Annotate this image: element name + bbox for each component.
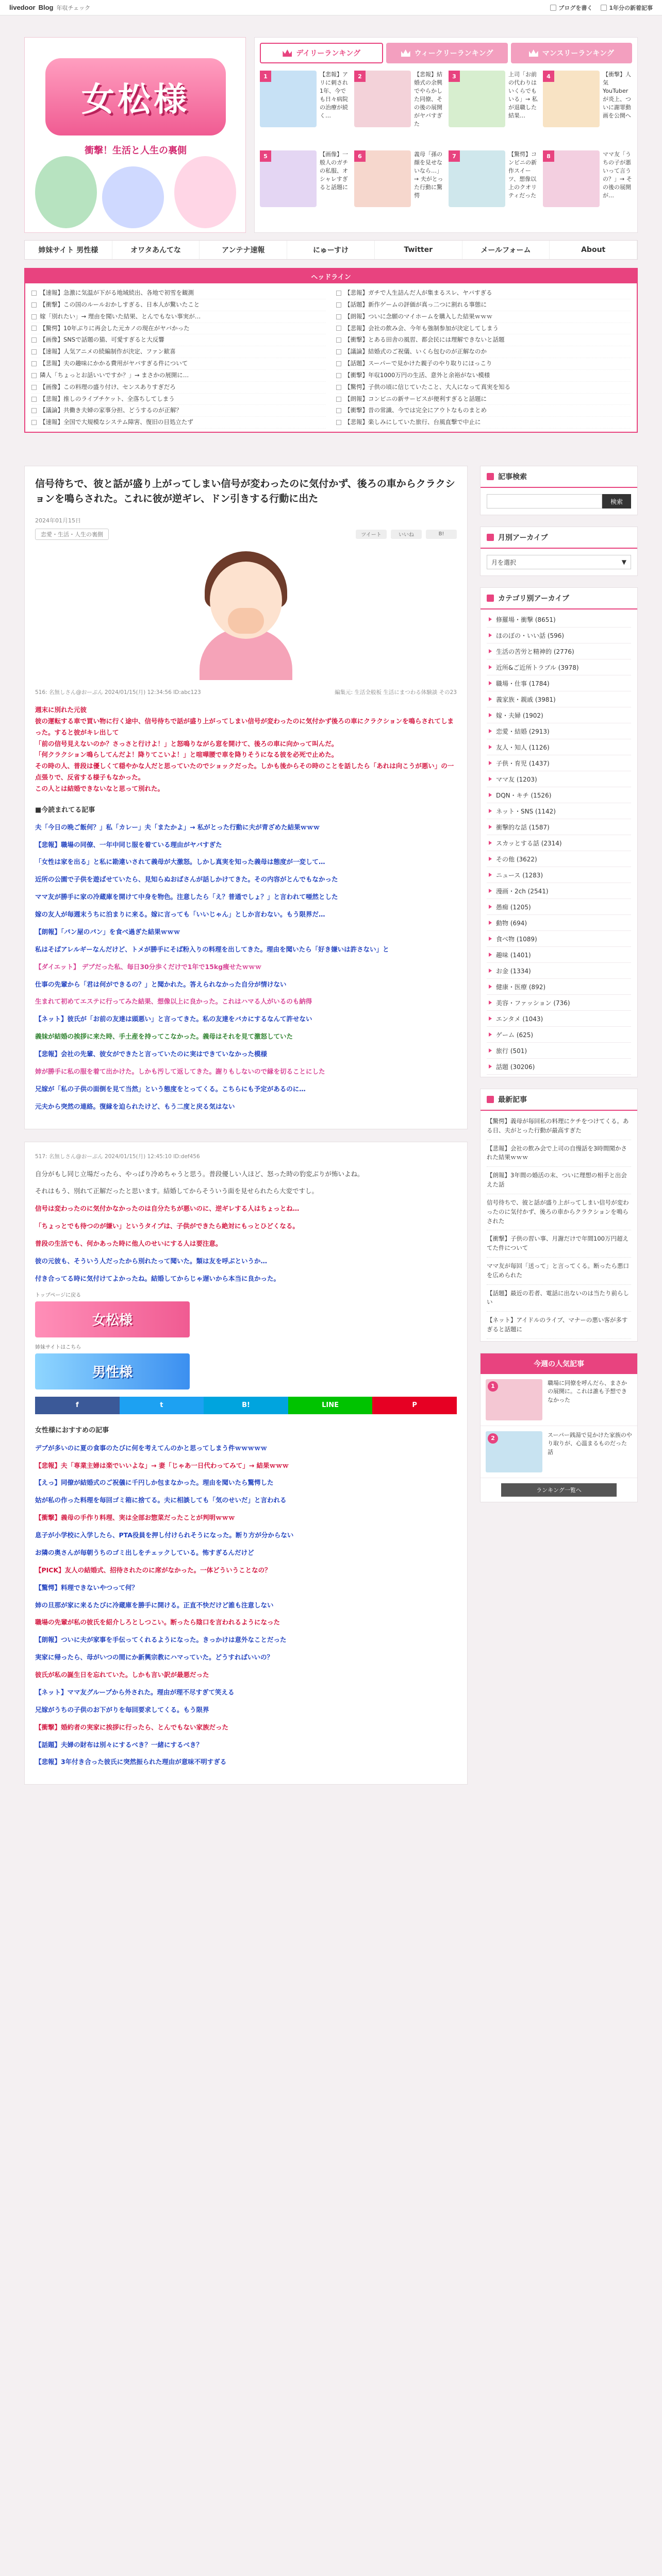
nav-item[interactable]: メールフォーム — [462, 241, 550, 259]
headline-item[interactable]: 隣人「ちょっとお話いいですか？」→ まさかの展開に… — [31, 370, 326, 382]
arrow-right-icon — [489, 793, 492, 797]
arrow-right-icon — [489, 649, 492, 653]
related-link[interactable]: 姉の旦那が家に来るたびに冷蔵庫を勝手に開ける。正直不快だけど誰も注意しない — [35, 1601, 274, 1609]
recent-article[interactable]: 【話題】最近の若者、電話に出ないのは当たり前らしい — [487, 1285, 631, 1312]
related-link[interactable]: デブが多いのに夏の食事のたびに何を考えてんのかと思ってしまう件ｗｗｗｗｗ — [35, 1444, 268, 1452]
headline-item[interactable]: 【衝撃】とある田舎の風習、都会民には理解できないと話題 — [336, 334, 631, 346]
comment-paragraph-blue: 彼の元彼も、そういう人だったから別れたって聞いた。類は友を呼ぶというか… — [35, 1257, 268, 1265]
share-bar — [35, 1397, 457, 1414]
checkbox-icon — [31, 314, 37, 319]
banner-note-mid: 姉妹サイトはこちら — [35, 1344, 81, 1350]
eyecatch-illustration — [169, 551, 323, 680]
nav-item[interactable]: アンテナ速報 — [200, 241, 287, 259]
ranking-number: 2 — [354, 71, 366, 82]
popular-item[interactable] — [481, 1374, 637, 1426]
checkbox-icon — [336, 314, 341, 319]
arrow-right-icon — [489, 985, 492, 989]
related-link[interactable]: 【話題】夫婦の財布は別々にするべき？一緒にするべき？ — [35, 1740, 203, 1749]
headline-item[interactable]: 【話題】スーパーで見かけた親子のやり取りにほっこり — [336, 358, 631, 370]
intro-line: 「何クラクション鳴らしてんだよ！降りてこいよ！」と喧嘩腰で車を降りそうになる彼を必死で止めた。 — [35, 751, 338, 759]
share-button[interactable]: B! — [204, 1397, 288, 1414]
headline-item[interactable]: 【画像】この料理の盛り付け、センスありすぎだろ — [31, 382, 326, 394]
logo-character-right — [174, 156, 236, 228]
arrow-right-icon — [489, 905, 492, 909]
recommended-link[interactable]: 【ネット】彼氏が「お前の友達は頭悪い」と言ってきた。私の友達をバカにするなんて許せない — [35, 1015, 312, 1023]
checkbox-icon — [31, 397, 37, 402]
recommended-link[interactable]: 「女性は家を出る」と私に勘違いされて義母が大激怒。しかし真実を知った義母は態度が一変して… — [35, 858, 325, 866]
ranking-text: 【悲報】アリに刺され1年、今でも日々病院の治療が続く… — [320, 71, 348, 119]
comment-info: 517: 名無しさん@おーぷん 2024/01/15(月) 12:45:10 ID:def456 — [35, 1153, 200, 1160]
related-link[interactable]: 息子が小学校に入学したら、PTA役員を押し付けられそうになった。断り方が分からない — [35, 1531, 294, 1539]
recommended-link[interactable]: ママ友が勝手に家の冷蔵庫を開けて中身を物色。注意したら「え？普通でしょ？」と言われて唖然とした — [35, 893, 338, 901]
arrow-right-icon — [489, 1001, 492, 1005]
ranking-thumbnail — [260, 150, 317, 207]
calendar-icon — [487, 534, 494, 541]
category-item[interactable]: 職場・仕事 (1784) — [487, 675, 631, 691]
category-item[interactable]: 美容・ファッション (736) — [487, 995, 631, 1011]
recommended-link[interactable]: 生まれて初めてエステに行ってみた結果、想像以上に良かった。これはハマる人がいるのも納得 — [35, 997, 312, 1006]
nav-item[interactable]: About — [550, 241, 637, 259]
checkbox-icon — [31, 337, 37, 343]
search-button[interactable]: 検索 — [602, 494, 631, 509]
headline-item[interactable]: 【悲報】推しのライブチケット、全落ちしてしまう — [31, 394, 326, 405]
intro-line: この人とは結婚できないなと思って別れた。 — [35, 785, 164, 792]
category-item[interactable]: その他 (3622) — [487, 851, 631, 867]
ranking-text: 【画像】一般人のガチの私服、オシャレすぎると話題に — [320, 151, 348, 191]
checkbox-icon — [31, 326, 37, 331]
arrow-right-icon — [489, 617, 492, 621]
share-buttons-top — [356, 530, 457, 539]
checkbox-icon — [336, 408, 341, 413]
recommended-list — [35, 822, 457, 1112]
checkbox-icon — [31, 373, 37, 378]
clock-icon — [601, 5, 607, 11]
checkbox-icon — [31, 291, 37, 296]
category-item[interactable]: 動物 (694) — [487, 915, 631, 931]
headline-item[interactable]: 【朗報】ついに念願のマイホームを購入した結果ｗｗｗ — [336, 311, 631, 323]
category-item[interactable]: ネット・SNS (1142) — [487, 803, 631, 819]
recommended-link[interactable]: 元夫から突然の連絡。復縁を迫られたけど、もう二度と戻る気はない — [35, 1102, 235, 1110]
related-title: 女性様におすすめの記事 — [35, 1426, 109, 1434]
popular-item[interactable] — [481, 1426, 637, 1478]
recent-article[interactable]: 【驚愕】義母が毎回私の料理にケチをつけてくる。ある日、夫がとった行動が最高すぎた — [487, 1113, 631, 1140]
arrow-right-icon — [489, 937, 492, 941]
recommended-link[interactable]: 嫁の友人が毎週末うちに泊まりに来る。嫁に言っても「いいじゃん」としか言わない。もう限界だ… — [35, 910, 325, 918]
category-item[interactable]: 旅行 (501) — [487, 1043, 631, 1059]
recommended-link[interactable]: 姉が勝手に私の服を着て出かけた。しかも汚して返してきた。謝りもしないので縁を切ることにした — [35, 1067, 325, 1075]
recent-article[interactable]: 【ネット】アイドルのライブ、マナーの悪い客が多すぎると話題に — [487, 1312, 631, 1339]
arrow-right-icon — [489, 969, 492, 973]
ranking-thumbnail — [449, 150, 505, 207]
arrow-right-icon — [489, 825, 492, 829]
sister-site-banner[interactable]: 男性様 — [35, 1353, 190, 1389]
checkbox-icon — [336, 349, 341, 354]
category-tag[interactable]: 恋愛・生活・人生の裏側 — [35, 529, 109, 540]
intro-line: 彼の運転する車で買い物に行く途中、信号待ちで話が盛り上がってしまい信号が変わったのに気付かず後ろの車にクラクションを鳴らされてしまった。すると彼がキレ出して — [35, 717, 454, 736]
category-item[interactable]: 子供・育児 (1437) — [487, 755, 631, 771]
related-link[interactable]: 職場の先輩が私の彼氏を紹介しろとしつこい。断ったら陰口を言われるようになった — [35, 1618, 280, 1626]
ranking-text: 義母「孫の顔を見せないなら…」→ 夫がとった行動に驚愕 — [414, 151, 443, 199]
search-icon — [487, 473, 494, 480]
tab-weekly-ranking[interactable]: ウィークリーランキング — [386, 43, 507, 63]
arrow-right-icon — [489, 857, 492, 861]
arrow-right-icon — [489, 777, 492, 781]
headline-item[interactable]: 【衝撃】昔の常識、今では完全にアウトなものまとめ — [336, 405, 631, 417]
headline-item[interactable]: 【議論】共働き夫婦の家事分担、どうするのが正解？ — [31, 405, 326, 417]
checkbox-icon — [336, 397, 341, 402]
headline-item[interactable]: 【朗報】コンビニの新サービスが便利すぎると話題に — [336, 394, 631, 405]
brand-sub[interactable]: Blog — [38, 4, 54, 11]
related-link[interactable]: 姑が私の作った料理を毎回ゴミ箱に捨てる。夫に相談しても「気のせいだ」と言われる — [35, 1496, 287, 1504]
checkbox-icon — [336, 385, 341, 390]
ranking-number: 5 — [260, 150, 271, 162]
ranking-item[interactable] — [260, 71, 349, 145]
recommended-link[interactable]: 兄嫁が「私の子供の面倒を見て当然」という態度をとってくる。こちらにも予定があるのに… — [35, 1084, 306, 1093]
arrow-right-icon — [489, 1016, 492, 1021]
related-link[interactable]: 実家に帰ったら、母がいつの間にか新興宗教にハマっていた。どうすればいいの？ — [35, 1653, 274, 1662]
ranking-text: 上司「お前の代わりはいくらでもいる」→ 私が退職した結果… — [508, 71, 538, 119]
ranking-thumbnail — [354, 150, 411, 207]
post-info-right: 編集元: 生活全般板 生活にまつわる体験談 その23 — [335, 689, 457, 696]
category-item[interactable]: 愚痴 (1205) — [487, 899, 631, 915]
folder-icon — [487, 595, 494, 602]
checkbox-icon — [31, 349, 37, 354]
recommended-link[interactable]: 義妹が結婚の挨拶に来た時、手土産を持ってこなかった。義母はそれを見て激怒していた — [35, 1032, 293, 1041]
recent-article[interactable]: 【衝撃】子供の習い事、月謝だけで年間100万円超えてた件について — [487, 1230, 631, 1258]
category-item[interactable]: ニュース (1283) — [487, 867, 631, 883]
recommended-link[interactable]: 【ダイエット】 デブだった私、毎日30分歩くだけで1年で15kg痩せたｗｗｗ — [35, 962, 262, 971]
related-link[interactable]: 【えっ】同僚が結婚式のご祝儀に千円しか包まなかった。理由を聞いたら驚愕した — [35, 1479, 274, 1487]
arrow-right-icon — [489, 665, 492, 669]
arrow-right-icon — [489, 729, 492, 733]
category-item[interactable]: 健康・医療 (892) — [487, 979, 631, 995]
headline-item[interactable]: 嫁「別れたい」→ 理由を聞いた結果、とんでもない事実が… — [31, 311, 326, 323]
category-item[interactable]: 趣味 (1401) — [487, 947, 631, 963]
headline-item[interactable]: 【驚愕】子供の頃に信じていたこと、大人になって真実を知る — [336, 382, 631, 394]
nav-item[interactable]: オワタあんてな — [112, 241, 200, 259]
checkbox-icon — [31, 302, 37, 308]
category-box: カテゴリ別アーカイブ 修羅場・衝撃 (8651) ほのぼの・いい話 (596) 生活の苦労と精神的 (2776) 近所&ご近所トラブル (3978) 職場・仕事 (1784) 義家族・親戚 (3981) 嫁・夫婦 (1902) 恋愛・結婚 (2913) 友人・知人 (1126) 子供・育児 (1437) ママ友 (1203) DQN・キチ (1526) ネット・SNS (1142) 衝撃的な話 (1587) スカッとする話 (2314) その他 (3622) ニュース (1283) 漫画・2ch (2541) 愚痴 (1205) 動物 (694) 食べ物 (1089) 趣味 (1401) お金 (1334) 健康・医療 (892) 美容・ファッション (736) エンタメ (1043) ゲーム (625) 旅行 (501) 話題 (30206) — [480, 587, 638, 1077]
popular-text: スーパー銭湯で見かけた家族のやり取りが、心温まるものだった話 — [548, 1431, 632, 1455]
arrow-right-icon — [489, 809, 492, 813]
popular-title: 今週の人気記事 — [481, 1353, 637, 1374]
related-link[interactable]: 【衝撃】義母の手作り料理、実は全部お惣菜だったことが判明ｗｗｗ — [35, 1514, 235, 1522]
search-input[interactable] — [487, 494, 602, 509]
tab-monthly-ranking[interactable]: マンスリーランキング — [511, 43, 632, 63]
tweet-button[interactable]: ツイート — [356, 530, 387, 539]
recommended-link[interactable]: 【朗報】「パン屋のパン」を食べ過ぎた結果ｗｗｗ — [35, 927, 180, 936]
ranking-item[interactable] — [449, 150, 538, 225]
nav-item[interactable]: Twitter — [375, 241, 462, 259]
related-link[interactable]: 【衝撃】婚約者の実家に挨拶に行ったら、とんでもない家族だった — [35, 1723, 229, 1731]
crown-icon — [401, 49, 410, 57]
related-link[interactable]: 彼氏が私の誕生日を忘れていた。しかも言い訳が最悪だった — [35, 1671, 209, 1679]
comments-section — [24, 1142, 468, 1785]
article-date: 2024年01月15日 — [35, 517, 81, 524]
comment-paragraph-blue: 付き合ってる時に気付けてよかったね。結婚してからじゃ遅いから本当に良かった。 — [35, 1274, 280, 1282]
ranking-item[interactable] — [543, 71, 632, 145]
ranking-thumbnail — [543, 71, 600, 127]
sidebar — [480, 466, 638, 1785]
ranking-item[interactable] — [260, 150, 349, 225]
document-icon — [487, 1096, 494, 1103]
arrow-right-icon — [489, 745, 492, 749]
like-button[interactable]: いいね — [391, 530, 422, 539]
headline-item[interactable]: 【衝撃】年収1000万円の生活、意外と余裕がない模様 — [336, 370, 631, 382]
arrow-right-icon — [489, 681, 492, 685]
arrow-right-icon — [489, 953, 492, 957]
headline-item[interactable]: 【議論】結婚式のご祝儀、いくら包むのが正解なのか — [336, 346, 631, 358]
site-logo[interactable] — [24, 37, 246, 233]
related-link[interactable]: 兄嫁がうちの子供のお下がりを毎回要求してくる。もう限界 — [35, 1705, 209, 1714]
intro-line: 「前の信号見えないのか？さっさと行けよ！」と怒鳴りながら窓を開けて、後ろの車に向かって叫んだ。 — [35, 739, 338, 748]
ranking-number: 1 — [260, 71, 271, 82]
brand-name[interactable]: livedoor — [9, 4, 36, 11]
checkbox-icon — [336, 291, 341, 296]
popular-more-button[interactable]: ランキング一覧へ — [501, 1483, 617, 1497]
checkbox-icon — [31, 408, 37, 413]
ranking-text: 【衝撃】人気YouTuberが炎上、ついに謝罪動画を公開へ — [603, 71, 631, 119]
main-nav — [24, 240, 638, 260]
headline-item[interactable]: 【悲報】楽しみにしていた旅行、台風直撃で中止に — [336, 417, 631, 429]
checkbox-icon — [31, 361, 37, 366]
headline-item[interactable]: 【悲報】夫の趣味にかかる費用がヤバすぎる件について — [31, 358, 326, 370]
related-link[interactable]: 【悲報】夫「専業主婦は楽でいいよな」→ 妻「じゃあ一日代わってみて」→ 結果ｗｗｗ — [35, 1461, 289, 1469]
tab-daily-ranking[interactable]: デイリーランキング — [260, 43, 383, 63]
article-body — [35, 704, 457, 1112]
ranking-item[interactable] — [543, 150, 632, 225]
headline-item[interactable]: 【速報】人気アニメの続編制作が決定、ファン歓喜 — [31, 346, 326, 358]
arrow-right-icon — [489, 697, 492, 701]
arrow-right-icon — [489, 1032, 492, 1037]
headline-item[interactable]: 【悲報】ガチで人生詰んだ人が集まるスレ、ヤバすぎる — [336, 287, 631, 299]
hatena-button[interactable]: B! — [426, 530, 457, 539]
recommended-link[interactable]: 近所の公園で子供を遊ばせていたら、見知らぬおばさんが話しかけてきた。その内容がとんでもなかった — [35, 875, 338, 884]
category-item[interactable]: 恋愛・結婚 (2913) — [487, 723, 631, 739]
checkbox-icon — [336, 337, 341, 343]
comment-paragraph: 自分がもし同じ立場だったら、やっぱり冷めちゃうと思う。普段優しい人ほど、怒った時の豹変ぶりが怖いよね。 — [35, 1170, 364, 1178]
arrow-right-icon — [489, 873, 492, 877]
banner-note-top[interactable]: トップページに戻る — [35, 1292, 81, 1298]
nav-item[interactable]: にゅーすけ — [287, 241, 375, 259]
headline-item[interactable]: 【画像】SNSで話題の猫、可愛すぎると大反響 — [31, 334, 326, 346]
related-list — [35, 1443, 457, 1768]
home-banner[interactable]: 女松様 — [35, 1301, 190, 1337]
article — [24, 466, 468, 1129]
category-item[interactable]: ほのぼの・いい話 (596) — [487, 628, 631, 643]
recent-box: 最新記事 【驚愕】義母が毎回私の料理にケチをつけてくる。ある日、夫がとった行動が最高すぎた 【悲報】会社の飲み会で上司の自慢話を3時間聞かされた結果ｗｗｗ 【朗報】3年間の婚活の末、ついに理想の相手と出会えた話 信号待ちで、彼と話が盛り上がってしまい信号が変わったのに気付かず、後ろの車からクラクションを鳴らされた 【衝撃】子供の習い事、月謝だけで年間100万円超えてた件について ママ友が毎回「送って」と言ってくる。断ったら悪口を広められた 【話題】最近の若者、電話に出ないのは当たり前らしい 【ネット】アイドルのライブ、マナーの悪い客が多すぎると話題に — [480, 1089, 638, 1342]
checkbox-icon — [31, 385, 37, 390]
arrow-right-icon — [489, 761, 492, 765]
crown-icon — [529, 49, 538, 57]
ranking-number: 7 — [449, 150, 460, 162]
category-item[interactable]: お金 (1334) — [487, 963, 631, 979]
nav-item[interactable]: 姉妹サイト 男性様 — [25, 241, 112, 259]
arrow-right-icon — [489, 1048, 492, 1053]
recommended-link[interactable]: 【悲報】会社の先輩、彼女ができたと言っていたのに実はできていなかった模様 — [35, 1050, 268, 1058]
popular-rank: 1 — [488, 1381, 498, 1392]
recommended-link[interactable]: 夫「今日の晩ご飯何？」私「カレー」夫「またかよ」→ 私がとった行動に夫が青ざめた結果ｗｗｗ — [35, 823, 320, 831]
archive-select[interactable]: 月を選択 ▼ — [487, 555, 631, 569]
headline-item[interactable]: 【話題】新作ゲームの評価が真っ二つに割れる事態に — [336, 299, 631, 311]
popular-box — [480, 1353, 638, 1502]
category-item[interactable]: 漫画・2ch (2541) — [487, 883, 631, 899]
comment-paragraph-red: 信号は変わったのに気付かなかったのは自分たちが悪いのに、逆ギレする人はちょっとね… — [35, 1205, 300, 1213]
recent-article[interactable]: 信号待ちで、彼と話が盛り上がってしまい信号が変わったのに気付かず、後ろの車からクラクションを鳴らされた — [487, 1194, 631, 1230]
popular-text: 職場に同僚を呼んだら、まさかの展開に。これは誰も予想できなかった — [548, 1379, 627, 1403]
recent-article[interactable]: 【朗報】3年間の婚活の末、ついに理想の相手と出会えた話 — [487, 1167, 631, 1194]
article-title: 信号待ちで、彼と話が盛り上がってしまい信号が変わったのに気付かず、後ろの車からクラクションを鳴らされた。これに彼が逆ギレ、ドン引きする行動に出た — [35, 478, 455, 505]
category-item[interactable]: 衝撃的な話 (1587) — [487, 819, 631, 835]
ranking-number: 6 — [354, 150, 366, 162]
comment-body — [35, 1168, 457, 1284]
comment-paragraph-red: 普段の生活でも、何かあった時に他人のせいにする人は要注意。 — [35, 1240, 222, 1247]
category-item[interactable]: ママ友 (1203) — [487, 771, 631, 787]
share-button[interactable]: P — [372, 1397, 457, 1414]
category-item[interactable]: 友人・知人 (1126) — [487, 739, 631, 755]
category-item[interactable]: 近所&ご近所トラブル (3978) — [487, 659, 631, 675]
category-item[interactable]: 話題 (30206) — [487, 1059, 631, 1075]
logo-subtitle: 衝撃！生活と人生の裏側 — [85, 145, 187, 156]
ranking-thumbnail — [260, 71, 317, 127]
recommended-title: ■今読まれてる記事 — [35, 806, 95, 814]
category-item[interactable]: ゲーム (625) — [487, 1027, 631, 1043]
category-item[interactable]: 嫁・夫婦 (1902) — [487, 707, 631, 723]
ranking-text: 【驚愕】コンビニの新作スイーツ、想像以上のクオリティだった — [508, 151, 537, 199]
livedoor-brand[interactable] — [9, 4, 90, 12]
livedoor-topbar — [0, 0, 662, 15]
popular-rank: 2 — [488, 1433, 498, 1444]
checkbox-icon — [336, 361, 341, 366]
category-item[interactable]: スカッとする話 (2314) — [487, 835, 631, 851]
category-item[interactable]: 食べ物 (1089) — [487, 931, 631, 947]
crown-icon — [283, 49, 292, 57]
headline-item[interactable]: 【衝撃】この国のルールおかしすぎる、日本人が驚いたこと — [31, 299, 326, 311]
arrow-right-icon — [489, 713, 492, 717]
category-item[interactable]: 生活の苦労と精神的 (2776) — [487, 643, 631, 659]
headline-item[interactable]: 【驚愕】10年ぶりに再会した元カノの現在がヤバかった — [31, 323, 326, 335]
brand-small[interactable]: 年収チェック — [56, 5, 91, 11]
arrow-right-icon — [489, 1064, 492, 1069]
related-link[interactable]: 【ネット】ママ友グループから外された。理由が理不尽すぎて笑える — [35, 1688, 235, 1696]
logo-character-center — [102, 166, 164, 228]
checkbox-icon — [336, 420, 341, 425]
comment-paragraph: それはもう、別れて正解だったと思います。結婚してからそういう面を見せられたら大変ですし。 — [35, 1187, 319, 1195]
checkbox-icon — [336, 373, 341, 378]
share-button[interactable]: LINE — [288, 1397, 373, 1414]
article-intro — [35, 704, 457, 794]
arrow-right-icon — [489, 921, 492, 925]
arrow-right-icon — [489, 633, 492, 637]
logo-character-left — [35, 156, 97, 228]
ranking-thumbnail — [354, 71, 411, 127]
intro-line: 週末に別れた元彼 — [35, 705, 87, 714]
related-link[interactable]: 【PICK】友人の結婚式、招待されたのに席がなかった。一体どういうことなの？ — [35, 1566, 271, 1574]
headline-item[interactable]: 【悲報】会社の飲み会、今年も強制参加が決定してしまう — [336, 323, 631, 335]
site-header — [24, 37, 638, 233]
category-item[interactable]: エンタメ (1043) — [487, 1011, 631, 1027]
ranking-thumbnail — [543, 150, 600, 207]
ranking-item[interactable] — [354, 150, 443, 225]
ranking-number: 3 — [449, 71, 460, 82]
checkbox-icon — [31, 420, 37, 425]
category-item[interactable]: DQN・キチ (1526) — [487, 787, 631, 803]
ranking-item[interactable] — [449, 71, 538, 145]
headline-box — [24, 268, 638, 433]
checkbox-icon — [336, 326, 341, 331]
arrow-right-icon — [489, 841, 492, 845]
share-button[interactable]: f — [35, 1397, 120, 1414]
recent-article[interactable]: 【悲報】会社の飲み会で上司の自慢話を3時間聞かされた結果ｗｗｗ — [487, 1140, 631, 1167]
related-link[interactable]: 【朗報】ついに夫が家事を手伝ってくれるようになった。きっかけは意外なことだった — [35, 1636, 287, 1644]
chevron-down-icon: ▼ — [621, 558, 626, 566]
category-item[interactable]: 義家族・親戚 (3981) — [487, 691, 631, 707]
headline-title: ヘッドライン — [25, 269, 637, 283]
ranking-text: 【悲報】結婚式の余興でやらかした同僚、その後の展開がヤバすぎた — [414, 71, 442, 127]
comment-paragraph-red: 「ちょっとでも待つのが嫌い」というタイプは、子供ができたら絶対にもっとひどくなる。 — [35, 1222, 299, 1230]
headline-list — [25, 283, 637, 433]
archive-box: 月別アーカイブ 月を選択 ▼ — [480, 527, 638, 576]
ranking-text: ママ友「うちの子が悪いって言うの？」→ その後の展開が… — [603, 151, 632, 199]
ranking-item[interactable] — [354, 71, 443, 145]
ranking-panel — [254, 37, 638, 233]
related-link[interactable]: 【悲報】3年付き合った彼氏に突然振られた理由が意味不明すぎる — [35, 1758, 227, 1766]
recommended-link[interactable]: 仕事の先輩から「君は何ができるの？」と聞かれた。答えられなかった自分が情けない — [35, 980, 287, 988]
search-box: 記事検索 検索 — [480, 466, 638, 515]
headline-item[interactable]: 【速報】全国で大規模なシステム障害、復旧の目処立たず — [31, 417, 326, 429]
recommended-link[interactable]: 私はそばアレルギーなんだけど、トメが勝手にそば粉入りの料理を出してきた。理由を聞いたら「好き嫌いは許さない」と — [35, 945, 389, 953]
checkbox-icon — [336, 302, 341, 308]
pen-icon — [550, 5, 556, 11]
ranking-number: 8 — [543, 150, 554, 162]
share-button[interactable]: t — [120, 1397, 204, 1414]
intro-line: その時の人、普段は優しくて穏やかな人だと思っていたのでショックだった。しかも後からその時のことを話したら「あれは向こうが悪い」の一点張りで、反省する様子もなかった。 — [35, 762, 454, 782]
headline-item[interactable]: 【速報】急激に気温が下がる地域続出、各地で初雪を観測 — [31, 287, 326, 299]
ranking-grid — [255, 69, 637, 230]
post-info-left: 516: 名無しさん@おーぷん 2024/01/15(月) 12:34:56 ID:abc123 — [35, 689, 201, 696]
category-item[interactable]: 修羅場・衝撃 (8651) — [487, 612, 631, 628]
related-link[interactable]: 【驚愕】料理できないやつって何？ — [35, 1583, 138, 1591]
popular-thumbnail — [486, 1431, 542, 1472]
arrow-right-icon — [489, 889, 492, 893]
ranking-number: 4 — [543, 71, 554, 82]
recommended-link[interactable]: 【悲報】職場の同僚、一年中同じ服を着ている理由がヤバすぎた — [35, 840, 222, 849]
logo-title: 女松様 — [45, 58, 226, 135]
recent-article[interactable]: ママ友が毎回「送って」と言ってくる。断ったら悪口を広められた — [487, 1258, 631, 1285]
new-articles-link[interactable]: 1年分の新着記事 — [601, 4, 653, 12]
ranking-thumbnail — [449, 71, 505, 127]
popular-thumbnail — [486, 1379, 542, 1420]
ranking-tabs — [255, 38, 637, 69]
related-link[interactable]: お隣の奥さんが毎朝うちのゴミ出しをチェックしている。怖すぎるんだけど — [35, 1548, 254, 1556]
main-content — [24, 466, 468, 1785]
write-blog-link[interactable]: ブログを書く — [550, 4, 592, 12]
